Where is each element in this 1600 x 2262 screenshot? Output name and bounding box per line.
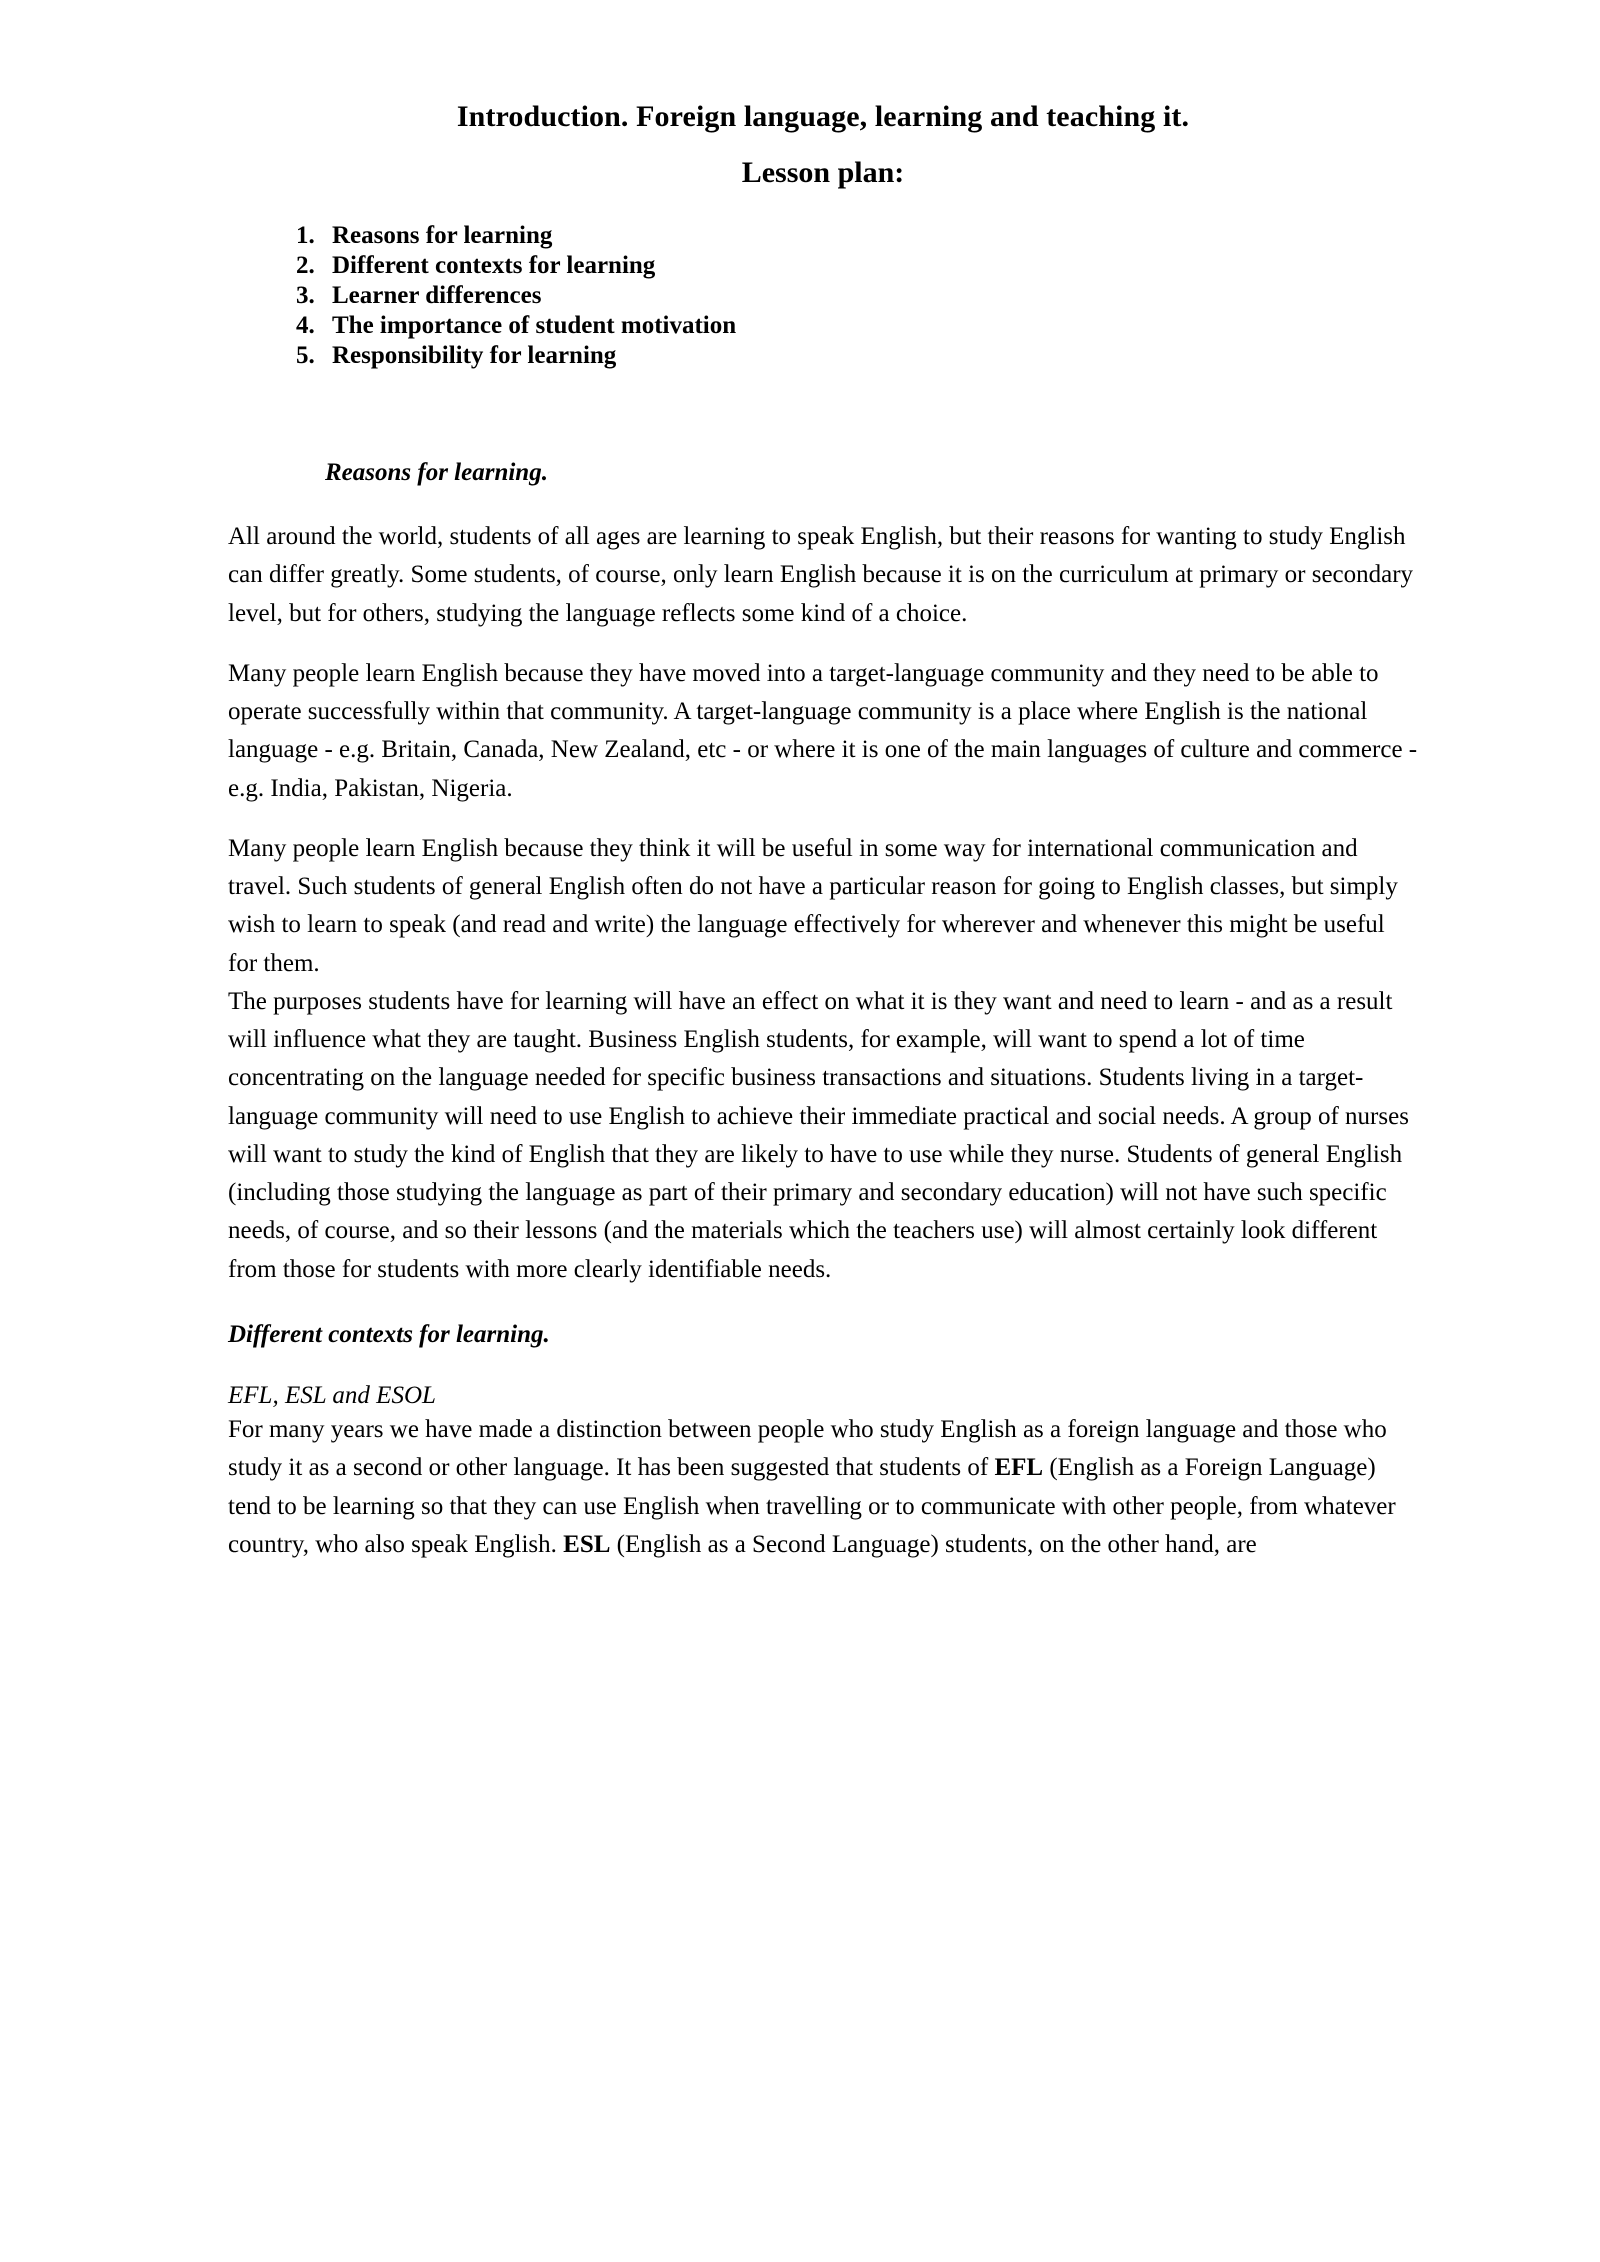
spacer — [228, 808, 1418, 830]
paragraph: Many people learn English because they think it will be useful in some way for international communication and travel. Such students of general English often do not have a particular reason for going to English classes, but simply wish to learn to speak (and read and write) the language effectively for wherever and whenever this might be useful for them. — [228, 834, 1398, 977]
list-item: Different contexts for learning — [332, 251, 656, 279]
subsection-heading-efl-esl-esol: EFL, ESL and ESOL — [228, 1382, 436, 1410]
term-esl: ESL — [563, 1530, 611, 1558]
paragraph-text-segment: (English as a Foreign Language) tend to be learning so that they can use English when travelling or to communicate with other people, from whatever country, who also speak English. — [228, 1454, 1396, 1558]
paragraph — [228, 1411, 1418, 1564]
list-item: Learner differences — [332, 281, 542, 309]
section-heading-different-contexts: Different contexts for learning. — [228, 1320, 550, 1348]
spacer — [228, 488, 1418, 518]
section-heading-reasons-for-learning: Reasons for learning. — [325, 458, 548, 486]
paragraph-text-segment: For many years we have made a distinction between people who study English as a foreign language and those who study it as a second or other language. It has been suggested that students of — [228, 1416, 1387, 1482]
spacer — [228, 1350, 1418, 1380]
document-content — [228, 98, 1418, 1564]
paragraph: Many people learn English because they have moved into a target-language community and they need to be able to operate successfully within that community. A target-language community is a place where English is the national language - e.g. Britain, Canada, New Zealand, etc - or where it is one of the main languages of culture and commerce - e.g. India, Pakistan, Nigeria. — [228, 659, 1418, 802]
list-item: The importance of student motivation — [332, 311, 737, 339]
term-efl: EFL — [994, 1454, 1044, 1482]
paragraph: All around the world, students of all ages are learning to speak English, but their reasons for wanting to study English can differ greatly. Some students, of course, only learn English because it is on the curriculum at primary or secondary level, but for others, studying the language reflects some kind of a choice. — [228, 523, 1414, 627]
paragraph: The purposes students have for learning will have an effect on what it is they want and need to learn - and as a result will influence what they are taught. Business English students, for example, will want to spend a lot of time concentrating on the language needed for specific business transactions and situations. Students living in a target-language community will need to use English to achieve their immediate practical and social needs. A group of nurses will want to study the kind of English that they are likely to have to use while they nurse. Students of general English (including those studying the language as part of their primary and secondary education) will not have such specific needs, of course, and so their lessons (and the materials which the teachers use) will almost certainly look different from those for students with more clearly identifiable needs. — [228, 987, 1409, 1283]
paragraph-text-segment: (English as a Second Language) students, on the other hand, are — [610, 1530, 1257, 1558]
lesson-plan-subtitle: Lesson plan: — [741, 156, 905, 190]
lesson-plan-list — [228, 221, 1418, 371]
list-item: Reasons for learning — [332, 221, 553, 249]
spacer — [228, 1289, 1418, 1319]
list-item: Responsibility for learning — [332, 341, 617, 369]
document-title: Introduction. Foreign language, learning and teaching it. — [456, 100, 1190, 133]
spacer — [228, 371, 1418, 457]
spacer — [228, 633, 1418, 655]
